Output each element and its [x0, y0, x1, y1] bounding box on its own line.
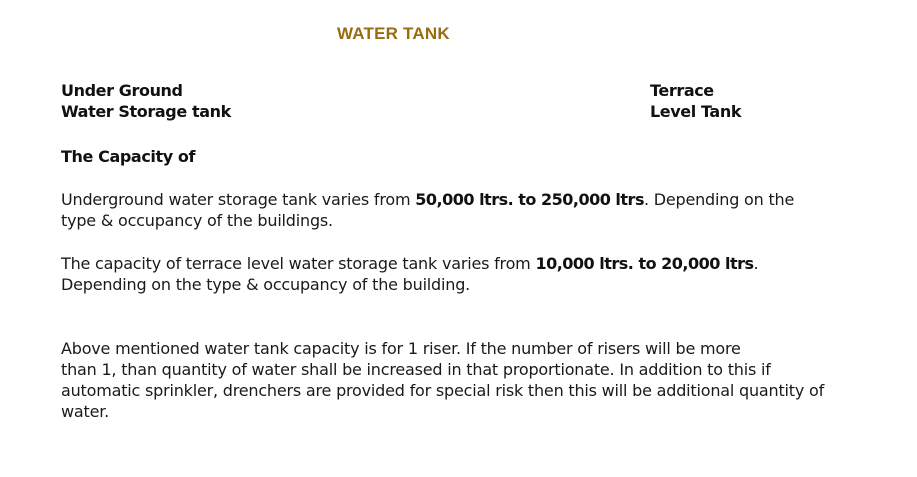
underground-capacity-range: 50,000 ltrs. to 250,000 ltrs [415, 190, 644, 209]
terrace-capacity-paragraph [61, 253, 831, 295]
riser-note-line4: water. [61, 402, 110, 421]
riser-note-line3: automatic sprinkler, drenchers are provided for special risk then this will be additional quantity of [61, 381, 825, 400]
terrace-tank-label-line1: Terrace [650, 81, 714, 100]
riser-note-line1: Above mentioned water tank capacity is for 1 riser. If the number of risers will be more [61, 339, 741, 358]
terrace-tank-label [650, 80, 741, 122]
terrace-tank-label-line2: Level Tank [650, 102, 742, 121]
page-title: WATER TANK [337, 24, 450, 43]
underground-capacity-prefix: Underground water storage tank varies from [61, 190, 416, 209]
underground-capacity-suffix: . Depending on the type & occupancy of the buildings. [61, 190, 795, 230]
underground-tank-label [61, 80, 231, 122]
riser-note-paragraph [61, 338, 841, 422]
terrace-capacity-range: 10,000 ltrs. to 20,000 ltrs [535, 254, 754, 273]
underground-tank-label-line2: Water Storage tank [61, 102, 231, 121]
terrace-capacity-prefix: The capacity of terrace level water storage tank varies from [61, 254, 536, 273]
riser-note-line2: than 1, than quantity of water shall be increased in that proportionate. In addition to this if [61, 360, 771, 379]
underground-tank-label-line1: Under Ground [61, 81, 183, 100]
underground-capacity-paragraph [61, 189, 831, 231]
capacity-heading: The Capacity of [61, 147, 196, 166]
terrace-capacity-suffix: . Depending on the type & occupancy of the building. [61, 254, 759, 294]
